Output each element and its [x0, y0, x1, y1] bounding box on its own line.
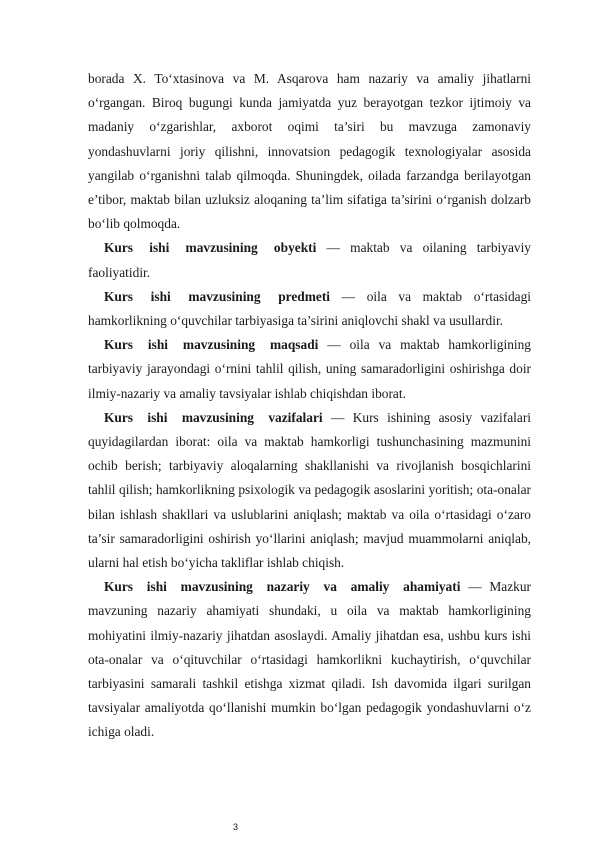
paragraph-goal	[88, 333, 531, 406]
significance-text: — Mazkur mavzuning nazariy ahamiyati shundaki, u oila va maktab hamkorligining mohiyatini ilmiy-nazariy jihatdan asoslaydi. Amaliy jihatdan esa, ushbu kurs ishi ota-onalar va o‘qituvchilar o‘rtasidagi hamkorlikni kuchaytirish, o‘quvchilar tarbiyasini samarali tashkil etishga xizmat qiladi. Ish davomida ilgari surilgan tavsiyalar amaliyotda qo‘llanishi mumkin bo‘lgan pedagogik yondashuvlarni o‘z ichiga oladi.	[88, 579, 531, 740]
tasks-term: Kurs ishi mavzusining vazifalari	[104, 409, 323, 425]
subject-text: — oila va maktab o‘rtasidagi hamkorlikning o‘quvchilar tarbiyasiga ta’sirini aniqlovchi shakl va usullardir.	[88, 288, 532, 329]
page-number: 3	[233, 822, 239, 832]
subject-term: Kurs ishi mavzusining predmeti	[104, 288, 331, 304]
object-term: Kurs ishi mavzusining obyekti	[104, 240, 317, 256]
object-text: — maktab va oilaning tarbiyaviy faoliyatidir.	[88, 240, 532, 280]
paragraph-significance	[88, 575, 531, 744]
significance-term: Kurs ishi mavzusining nazariy va amaliy ahamiyati	[104, 579, 461, 595]
tasks-text: — Kurs ishining asosiy vazifalari quyidagilardan iborat: oila va maktab hamkorligi tushunchasining mazmunini ochib berish; tarbiyaviy aloqalarning shakllanishi va rivojlanish bosqichlarini tahlil qilish; hamkorlikning psixologik va pedagogik asoslarini yoritish; ota-onalar bilan ishlash shakllari va uslublarini aniqlash; maktab va oila o‘rtasidagi o‘zaro ta’sir samaradorligini oshirish yo‘llarini aniqlash; mavjud muammolarni aniqlab, ularni hal etish bo‘yicha takliflar ishlab chiqish.	[88, 409, 531, 571]
paragraph-tasks	[88, 406, 531, 575]
document-page	[88, 67, 531, 745]
paragraph-intro-text: borada X. To‘xtasinova va M. Asqarova ham nazariy va amaliy jihatlarni o‘rgangan. Biroq bugungi kunda jamiyatda yuz berayotgan tezkor ijtimoiy va madaniy o‘zgarishlar, axborot oqimi ta’siri bu mavzuga zamonaviy yondashuvlarni joriy qilishni, innovatsion pedagogik texnologiyalar asosida yangilab o‘rganishni talab qilmoqda. Shuningdek, oilada farzandga berilayotgan e’tibor, maktab bilan uzluksiz aloqaning ta’lim sifatiga ta’sirini o‘rganish dolzarb bo‘lib qolmoqda.	[88, 71, 531, 232]
paragraph-object	[88, 236, 531, 284]
goal-text: — oila va maktab hamkorligining tarbiyaviy jarayondagi o‘rnini tahlil qilish, uning samaradorligini oshirishga doir ilmiy-nazariy va amaliy tavsiyalar ishlab chiqishdan iborat.	[88, 337, 532, 401]
paragraph-subject	[88, 285, 531, 333]
goal-term: Kurs ishi mavzusining maqsadi	[104, 337, 319, 353]
paragraph-intro	[88, 67, 531, 236]
